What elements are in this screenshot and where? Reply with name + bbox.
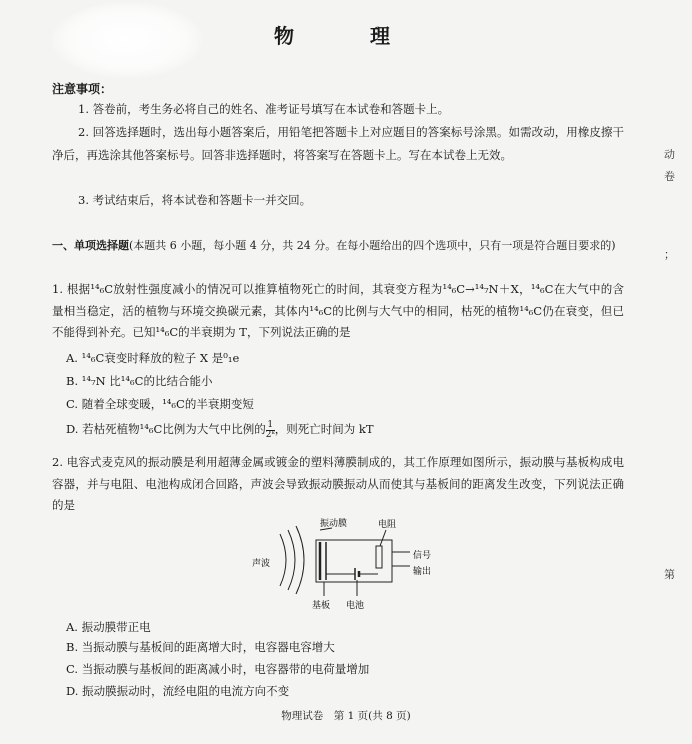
fraction-denominator: 2ᵏ (265, 429, 275, 440)
label-battery: 电池 (346, 601, 365, 611)
margin-fragment: 第 (664, 568, 675, 581)
q2-option-a: A. 振动膜带正电 (66, 620, 151, 634)
question-2-stem: 2. 电容式麦克风的振动膜是利用超薄金属或镀金的塑料薄膜制成的，其工作原理如图所示，振动膜与基板构成电容器，并与电阻、电池构成闭合回路，声波会导致振动膜振动从而使其与基板间的距离发生改变，下列说法正确的是 (52, 455, 624, 512)
page-footer: 物理试卷 第 1 页(共 8 页) (281, 710, 411, 722)
label-sound-wave: 声波 (252, 559, 271, 569)
section-instruction: (本题共 6 小题，每小题 4 分，共 24 分。在每小题给出的四个选项中，只有一项是符合题目要求的) (129, 239, 616, 252)
label-membrane: 振动膜 (320, 519, 348, 529)
q1-option-d-prefix: D. 若枯死植物¹⁴₆C比例为大气中比例的 (66, 422, 266, 436)
sound-wave-arc-1 (280, 534, 286, 586)
fraction (266, 421, 275, 440)
q2-option-d: D. 振动膜振动时，流经电阻的电流方向不变 (66, 684, 290, 698)
q1-option-d (66, 420, 374, 440)
q2-option-c: C. 当振动膜与基板间的距离减小时，电容器带的电荷量增加 (66, 662, 370, 676)
margin-fragment: 卷 (664, 170, 675, 183)
notice-item-1: 1. 答卷前，考生务必将自己的姓名、准考证号填写在本试卷和答题卡上。 (78, 102, 450, 116)
microphone-circuit-diagram (250, 516, 450, 612)
q1-option-b: B. ¹⁴₇N 比¹⁴₆C的比结合能小 (66, 374, 213, 388)
sound-wave-arc-3 (296, 526, 304, 594)
q1-option-d-suffix: ，则死亡时间为 kT (274, 422, 374, 436)
q1-option-c: C. 随着全球变暖，¹⁴₆C的半衰期变短 (66, 397, 254, 411)
question-1-stem: 1. 根据¹⁴₆C放射性强度减小的情况可以推算植物死亡的时间，其衰变方程为¹⁴₆C→¹⁴₇N＋X，¹⁴₆C在大气中的含量相当稳定，活的植物与环境交换碳元素，其体内¹⁴₆C的比例与大气中的相同，枯死的植物¹⁴₆C仍在衰变，但已不能得到补充。已知¹⁴₆C的半衰期为 T，下列说法正确的是 (52, 282, 624, 339)
section-heading (52, 236, 624, 256)
fraction-numerator: 1 (267, 419, 274, 430)
notice-item-2: 2. 回答选择题时，选出每小题答案后，用铅笔把答题卡上对应题目的答案标号涂黑。如需改动，用橡皮擦干净后，再选涂其他答案标号。回答非选择题时，将答案写在答题卡上。写在本试卷上无效。 (52, 125, 624, 162)
label-output: 输出 (413, 567, 432, 577)
label-signal: 信号 (413, 551, 432, 561)
label-base-plate: 基板 (312, 601, 331, 611)
resistor-pointer (380, 530, 386, 546)
notice-heading: 注意事项： (52, 82, 113, 96)
sound-wave-arc-2 (288, 530, 295, 590)
label-resistor: 电阻 (378, 520, 397, 530)
margin-fragment: 动 (664, 148, 675, 161)
page-title: 物 理 (274, 24, 418, 48)
margin-fragment: ； (664, 248, 675, 261)
section-title: 一、单项选择题 (52, 239, 129, 252)
notice-item-3: 3. 考试结束后，将本试卷和答题卡一并交回。 (78, 193, 312, 207)
q2-option-b: B. 当振动膜与基板间的距离增大时，电容器电容增大 (66, 640, 335, 654)
resistor (376, 546, 382, 568)
q1-option-a: A. ¹⁴₆C衰变时释放的粒子 X 是⁰₁e (66, 351, 240, 365)
